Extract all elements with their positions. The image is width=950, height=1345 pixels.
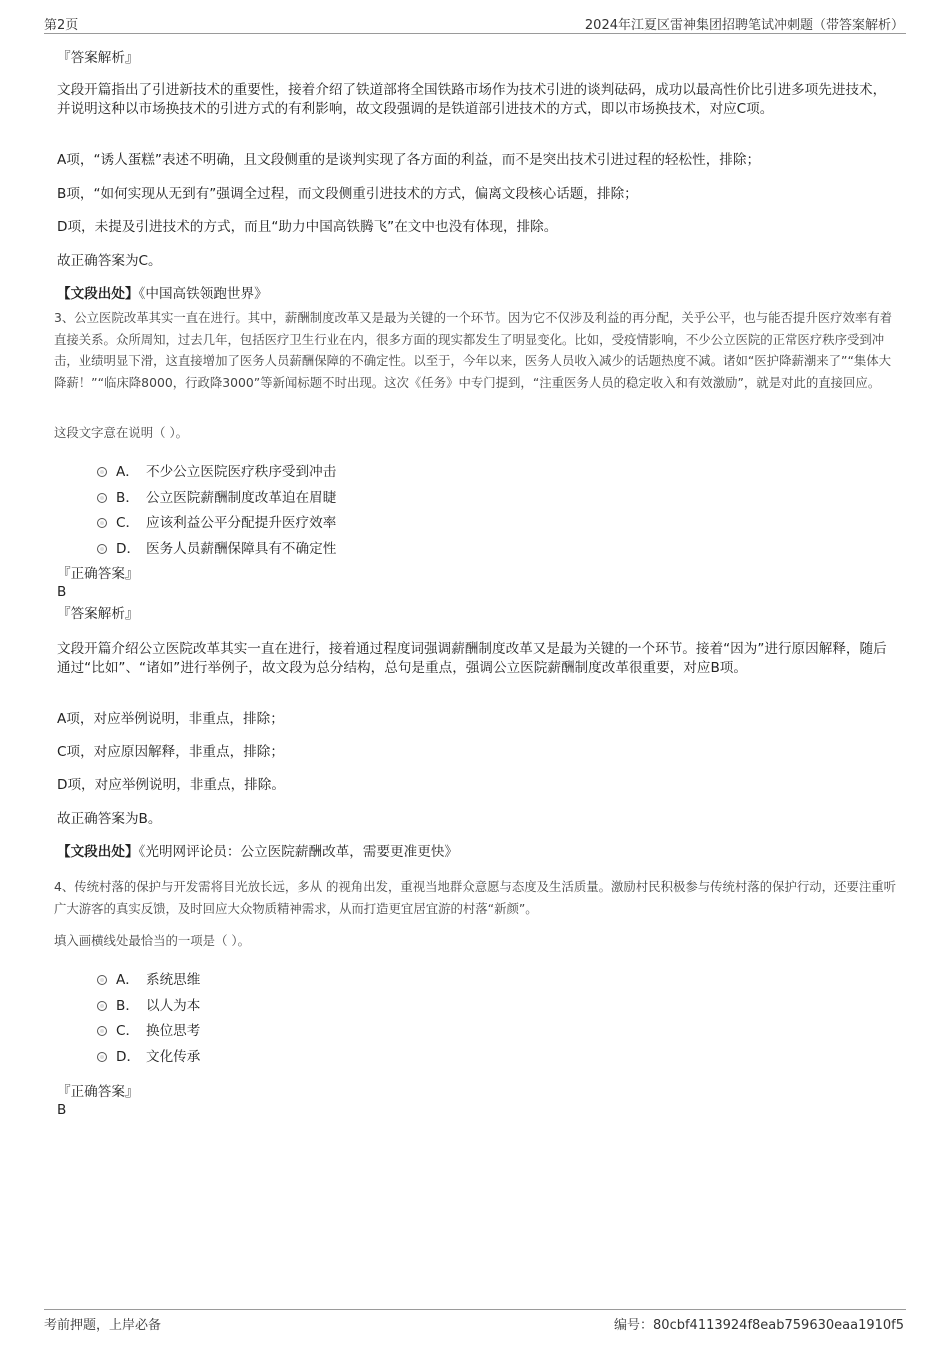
q2-conclusion: 故正确答案为C。 [57, 253, 162, 269]
document-title: 2024年江夏区雷神集团招聘笔试冲刺题（带答案解析） [584, 18, 904, 33]
q3-analysis-a: A项，对应举例说明，非重点，排除； [57, 711, 284, 727]
footer-divider [44, 1309, 906, 1310]
radio-icon[interactable] [97, 493, 107, 503]
q2-analysis-main: 文段开篇指出了引进新技术的重要性，接着介绍了铁道部将全国铁路市场作为技术引进的谈判砝码，成功以最高性价比引进多项先进技术，并说明这种以市场换技术的引进方式的有利影响，故文段强调的是铁道部引进技术的方式，即以市场换技术，对应C项。 [57, 82, 887, 117]
q3-analysis-main: 文段开篇介绍公立医院改革其实一直在进行，接着通过程度词强调薪酬制度改革又是最为关键的一个环节。接着“因为”进行原因解释，随后通过“比如”、“诸如”进行举例子，故文段为总分结构，总句是重点，强调公立医院薪酬制度改革很重要，对应B项。 [57, 641, 887, 676]
header-divider [44, 33, 906, 34]
q2-analysis-a: A项，“诱人蛋糕”表述不明确，且文段侧重的是谈判实现了各方面的利益，而不是突出技术引进过程的轻松性，排除； [57, 152, 761, 168]
option-text: 换位思考 [146, 1023, 201, 1039]
q3-analysis-heading: 『答案解析』 [57, 606, 139, 622]
source-title: 《光明网评论员：公立医院薪酬改革，需要更准更快》 [138, 844, 459, 860]
radio-icon[interactable] [97, 544, 107, 554]
option-letter: C． [116, 1023, 140, 1039]
q3-analysis-c: C项，对应原因解释，非重点，排除； [57, 744, 284, 760]
q4-prompt: 填入画横线处最恰当的一项是（ ）。 [54, 933, 250, 948]
code-value: 80cbf4113924f8eab759630eaa1910f5 [653, 1318, 904, 1333]
q4-answer-heading: 『正确答案』 [57, 1084, 139, 1100]
q4-option-a[interactable] [116, 968, 200, 988]
q3-option-d[interactable] [116, 537, 336, 557]
option-letter: D． [116, 1049, 141, 1065]
source-label: 【文段出处】 [57, 844, 139, 860]
code-label: 编号： [614, 1318, 654, 1333]
q4-option-c[interactable] [116, 1019, 200, 1039]
option-letter: D． [116, 541, 141, 557]
q4-option-d[interactable] [116, 1045, 200, 1065]
option-text: 文化传承 [146, 1049, 201, 1065]
option-text: 以人为本 [146, 998, 201, 1014]
radio-icon[interactable] [97, 467, 107, 477]
footer-slogan: 考前押题，上岸必备 [44, 1318, 162, 1333]
option-letter: B． [116, 490, 139, 506]
option-text: 公立医院薪酬制度改革迫在眉睫 [146, 490, 337, 506]
radio-icon[interactable] [97, 975, 107, 985]
source-label: 【文段出处】 [57, 286, 139, 302]
q3-analysis-d: D项，对应举例说明，非重点，排除。 [57, 777, 285, 793]
q3-option-c[interactable] [116, 511, 336, 531]
option-text: 不少公立医院医疗秩序受到冲击 [146, 464, 337, 480]
option-text: 应该利益公平分配提升医疗效率 [146, 515, 337, 531]
radio-icon[interactable] [97, 1026, 107, 1036]
option-letter: B． [116, 998, 139, 1014]
q2-analysis-d: D项，未提及引进技术的方式，而且“助力中国高铁腾飞”在文中也没有体现，排除。 [57, 219, 558, 235]
footer-code [614, 1314, 904, 1333]
q2-analysis-heading: 『答案解析』 [57, 50, 139, 66]
q4-option-b[interactable] [116, 994, 200, 1014]
q3-source [57, 843, 458, 862]
option-text: 医务人员薪酬保障具有不确定性 [146, 541, 337, 557]
option-letter: A． [116, 464, 139, 480]
q3-conclusion: 故正确答案为B。 [57, 811, 162, 827]
q3-option-a[interactable] [116, 460, 336, 480]
option-text: 系统思维 [146, 972, 201, 988]
q4-stem: 4、传统村落的保护与开发需将目光放长远，多从 的视角出发，重视当地群众意愿与态度及生活质量。激励村民积极参与传统村落的保护行动，还要注重听广大游客的真实反馈，及时回应大众物质精神需求，从而打造更宜居宜游的村落“新颜”。 [54, 879, 896, 916]
q2-analysis-b: B项，“如何实现从无到有”强调全过程，而文段侧重引进技术的方式，偏离文段核心话题，排除； [57, 186, 638, 202]
q3-stem: 3、公立医院改革其实一直在进行。其中，薪酬制度改革又是最为关键的一个环节。因为它不仅涉及利益的再分配，关乎公平，也与能否提升医疗效率有着直接关系。众所周知，过去几年，包括医疗卫生行业在内，很多方面的现实都发生了明显变化。比如，受疫情影响，不少公立医院的正常医疗秩序受到冲击，业绩明显下滑，这直接增加了医务人员薪酬保障的不确定性。以至于，今年以来，医务人员收入减少的话题热度不减。诸如“医护降薪潮来了”“集体大降薪！”“临床降8000，行政降3000”等新闻标题不时出现。这次《任务》中专门提到，“注重医务人员的稳定收入和有效激励”，就是对此的直接回应。 [54, 310, 893, 390]
option-letter: A． [116, 972, 139, 988]
option-letter: C． [116, 515, 140, 531]
source-title: 《中国高铁领跑世界》 [138, 286, 268, 302]
q4-answer: B [57, 1102, 67, 1118]
q3-option-b[interactable] [116, 486, 336, 506]
q3-answer: B [57, 584, 67, 600]
radio-icon[interactable] [97, 518, 107, 528]
radio-icon[interactable] [97, 1052, 107, 1062]
radio-icon[interactable] [97, 1001, 107, 1011]
q2-source [57, 285, 268, 304]
q3-prompt: 这段文字意在说明（ ）。 [54, 425, 189, 440]
page-number: 第2页 [44, 18, 79, 33]
q3-answer-heading: 『正确答案』 [57, 566, 139, 582]
